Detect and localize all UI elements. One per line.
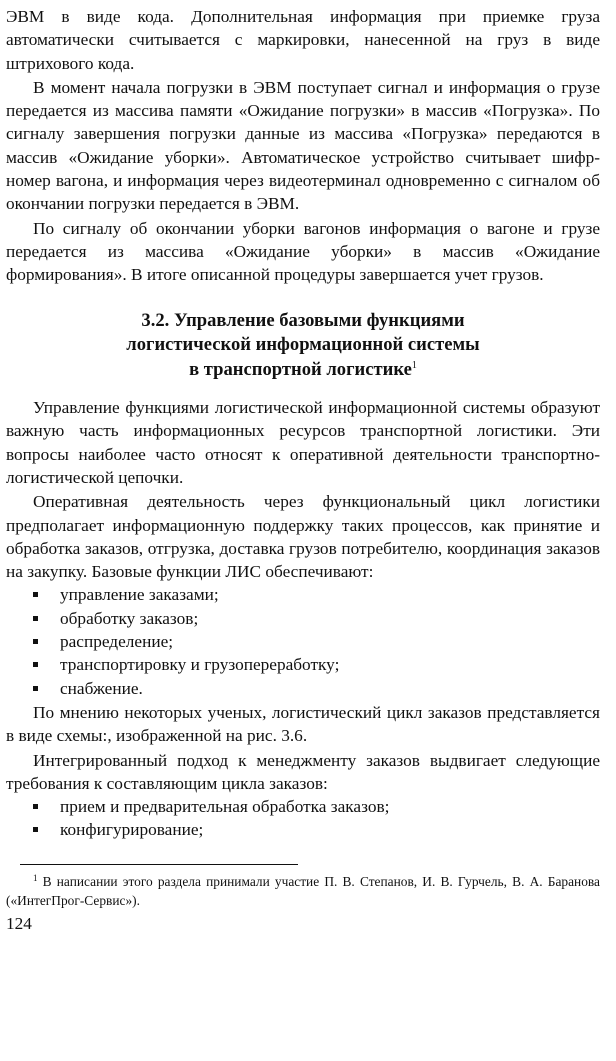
base-functions-list (6, 583, 600, 699)
bullet-icon (33, 827, 38, 832)
requirements-list (6, 795, 600, 842)
footnote-mark: 1 (33, 872, 38, 883)
paragraph-integrated-approach: Интегрированный подход к менеджменту заказов выдвигает следующие требования к составляющим цикла заказов: (6, 750, 600, 793)
list-item-text: распределение; (60, 632, 174, 652)
bullet-icon (33, 592, 38, 597)
list-item-text: транспортировку и грузопереработку; (60, 655, 340, 675)
page-number: 124 (6, 913, 32, 933)
footnote-text: В написании этого раздела принимали участие П. В. Степанов, И. В. Гурчель, В. А. Баранова («ИнтегПрог-Сервис»). (6, 873, 600, 908)
section-heading (6, 309, 600, 383)
list-item-text: прием и предварительная обработка заказов; (60, 797, 390, 817)
list-item (6, 653, 600, 676)
footnote (6, 872, 600, 910)
paragraph-operational-activity: Оперативная деятельность через функциональный цикл логистики предполагает информационную поддержку таких процессов, как принятие и обработка заказов, отгрузка, доставка грузов потребителю, координация заказов на закупку. Базовые функции ЛИС обеспечивают: (6, 492, 600, 582)
section-heading-line-3: в транспортной логистике (189, 358, 412, 380)
list-item (6, 795, 600, 818)
footnote-reference-mark: 1 (411, 359, 417, 371)
paragraph-cleanup-signal: По сигналу об окончании уборки вагонов информация о вагоне и грузе передается из массива «Ожидание уборки» в массив «Ожидание формирования». В итоге описанной процедуры завершается учет грузов. (6, 218, 600, 285)
list-item (6, 583, 600, 606)
bullet-icon (33, 639, 38, 644)
list-item (6, 818, 600, 841)
list-item (6, 630, 600, 653)
list-item-text: конфигурирование; (60, 820, 204, 840)
bullet-icon (33, 686, 38, 691)
list-item-text: обработку заказов; (60, 608, 199, 628)
paragraph-loading-signal: В момент начала погрузки в ЭВМ поступает сигнал и информация о грузе передается из массива памяти «Ожидание погрузки» в массив «Погрузка». По сигналу завершения погрузки данные из массива «Погрузка» передаются в массив «Ожидание уборки». Автоматическое устройство считывает шифр-номер вагона, и информация через видеотерминал одновременно с сигналом об окончании погрузки передается в ЭВМ. (6, 77, 600, 214)
paragraph-continuation: ЭВМ в виде кода. Дополнительная информация при приемке груза автоматически считывается с маркировки, нанесенной на груз в виде штрихового кода. (6, 7, 600, 73)
bullet-icon (33, 662, 38, 667)
paragraph-functions-intro: Управление функциями логистической информационной системы образуют важную часть информационных ресурсов транспортной логистики. Эти вопросы наиболее часто относят к оперативной деятельности транспортно-логистической цепочки. (6, 398, 600, 487)
list-item (6, 677, 600, 700)
section-heading-line-2: логистической информационной системы (126, 334, 480, 356)
bullet-icon (33, 804, 38, 809)
list-item-text: управление заказами; (60, 585, 219, 605)
paragraph-order-cycle: По мнению некоторых ученых, логистический цикл заказов представляется в виде схемы:, изображенной на рис. 3.6. (6, 702, 600, 746)
list-item (6, 607, 600, 630)
footnote-divider (20, 864, 298, 865)
list-item-text: снабжение. (60, 678, 143, 698)
bullet-icon (33, 616, 38, 621)
section-heading-line-1: 3.2. Управление базовыми функциями (141, 309, 465, 331)
